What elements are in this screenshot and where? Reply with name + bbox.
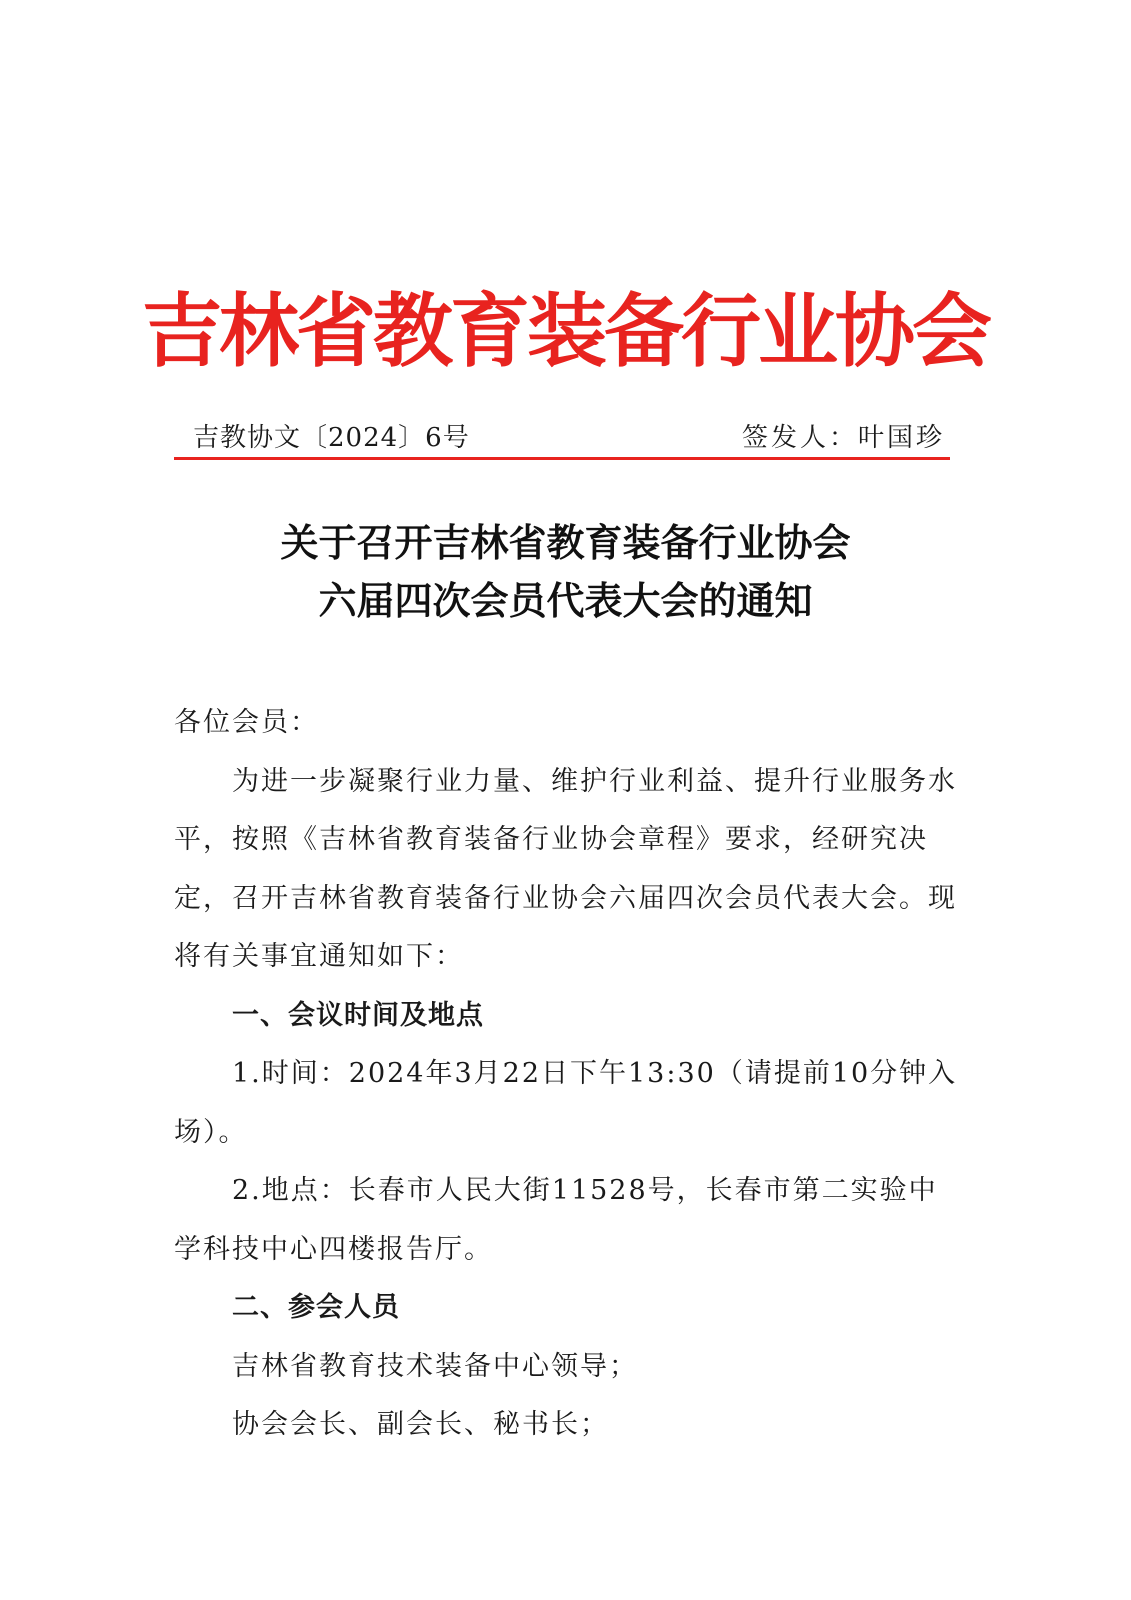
- attendee-item: 协会会长、副会长、秘书长；: [232, 1409, 609, 1440]
- attendee-item: 吉林省教育技术装备中心领导；: [232, 1350, 638, 1382]
- section-heading-time-location: 一、会议时间及地点: [232, 999, 484, 1031]
- meeting-time-item: 1.时间：2024年3月22日下午13:30（请提前10分钟入场）。: [174, 1058, 958, 1148]
- document-body: [174, 694, 958, 1455]
- organization-letterhead-title: 吉林省教育装备行业协会: [142, 285, 989, 378]
- document-title-line-1: 关于召开吉林省教育装备行业协会: [280, 521, 851, 565]
- document-meta-line: [193, 420, 945, 456]
- salutation: 各位会员：: [174, 707, 319, 738]
- red-divider-line: [174, 457, 950, 460]
- issuer-signature: 签发人：叶国珍: [741, 423, 945, 453]
- section-heading-attendees: 二、参会人员: [232, 1292, 400, 1323]
- document-title: [0, 514, 1131, 630]
- intro-paragraph: 为进一步凝聚行业力量、维护行业利益、提升行业服务水平，按照《吉林省教育装备行业协会章程》要求，经研究决定，召开吉林省教育装备行业协会六届四次会员代表大会。现将有关事宜通知如下：: [174, 765, 957, 972]
- meeting-location-item: 2.地点：长春市人民大街11528号，长春市第二实验中学科技中心四楼报告厅。: [174, 1175, 938, 1265]
- document-title-line-2: 六届四次会员代表大会的通知: [318, 579, 813, 623]
- document-number: 吉教协文〔2024〕6号: [193, 423, 470, 453]
